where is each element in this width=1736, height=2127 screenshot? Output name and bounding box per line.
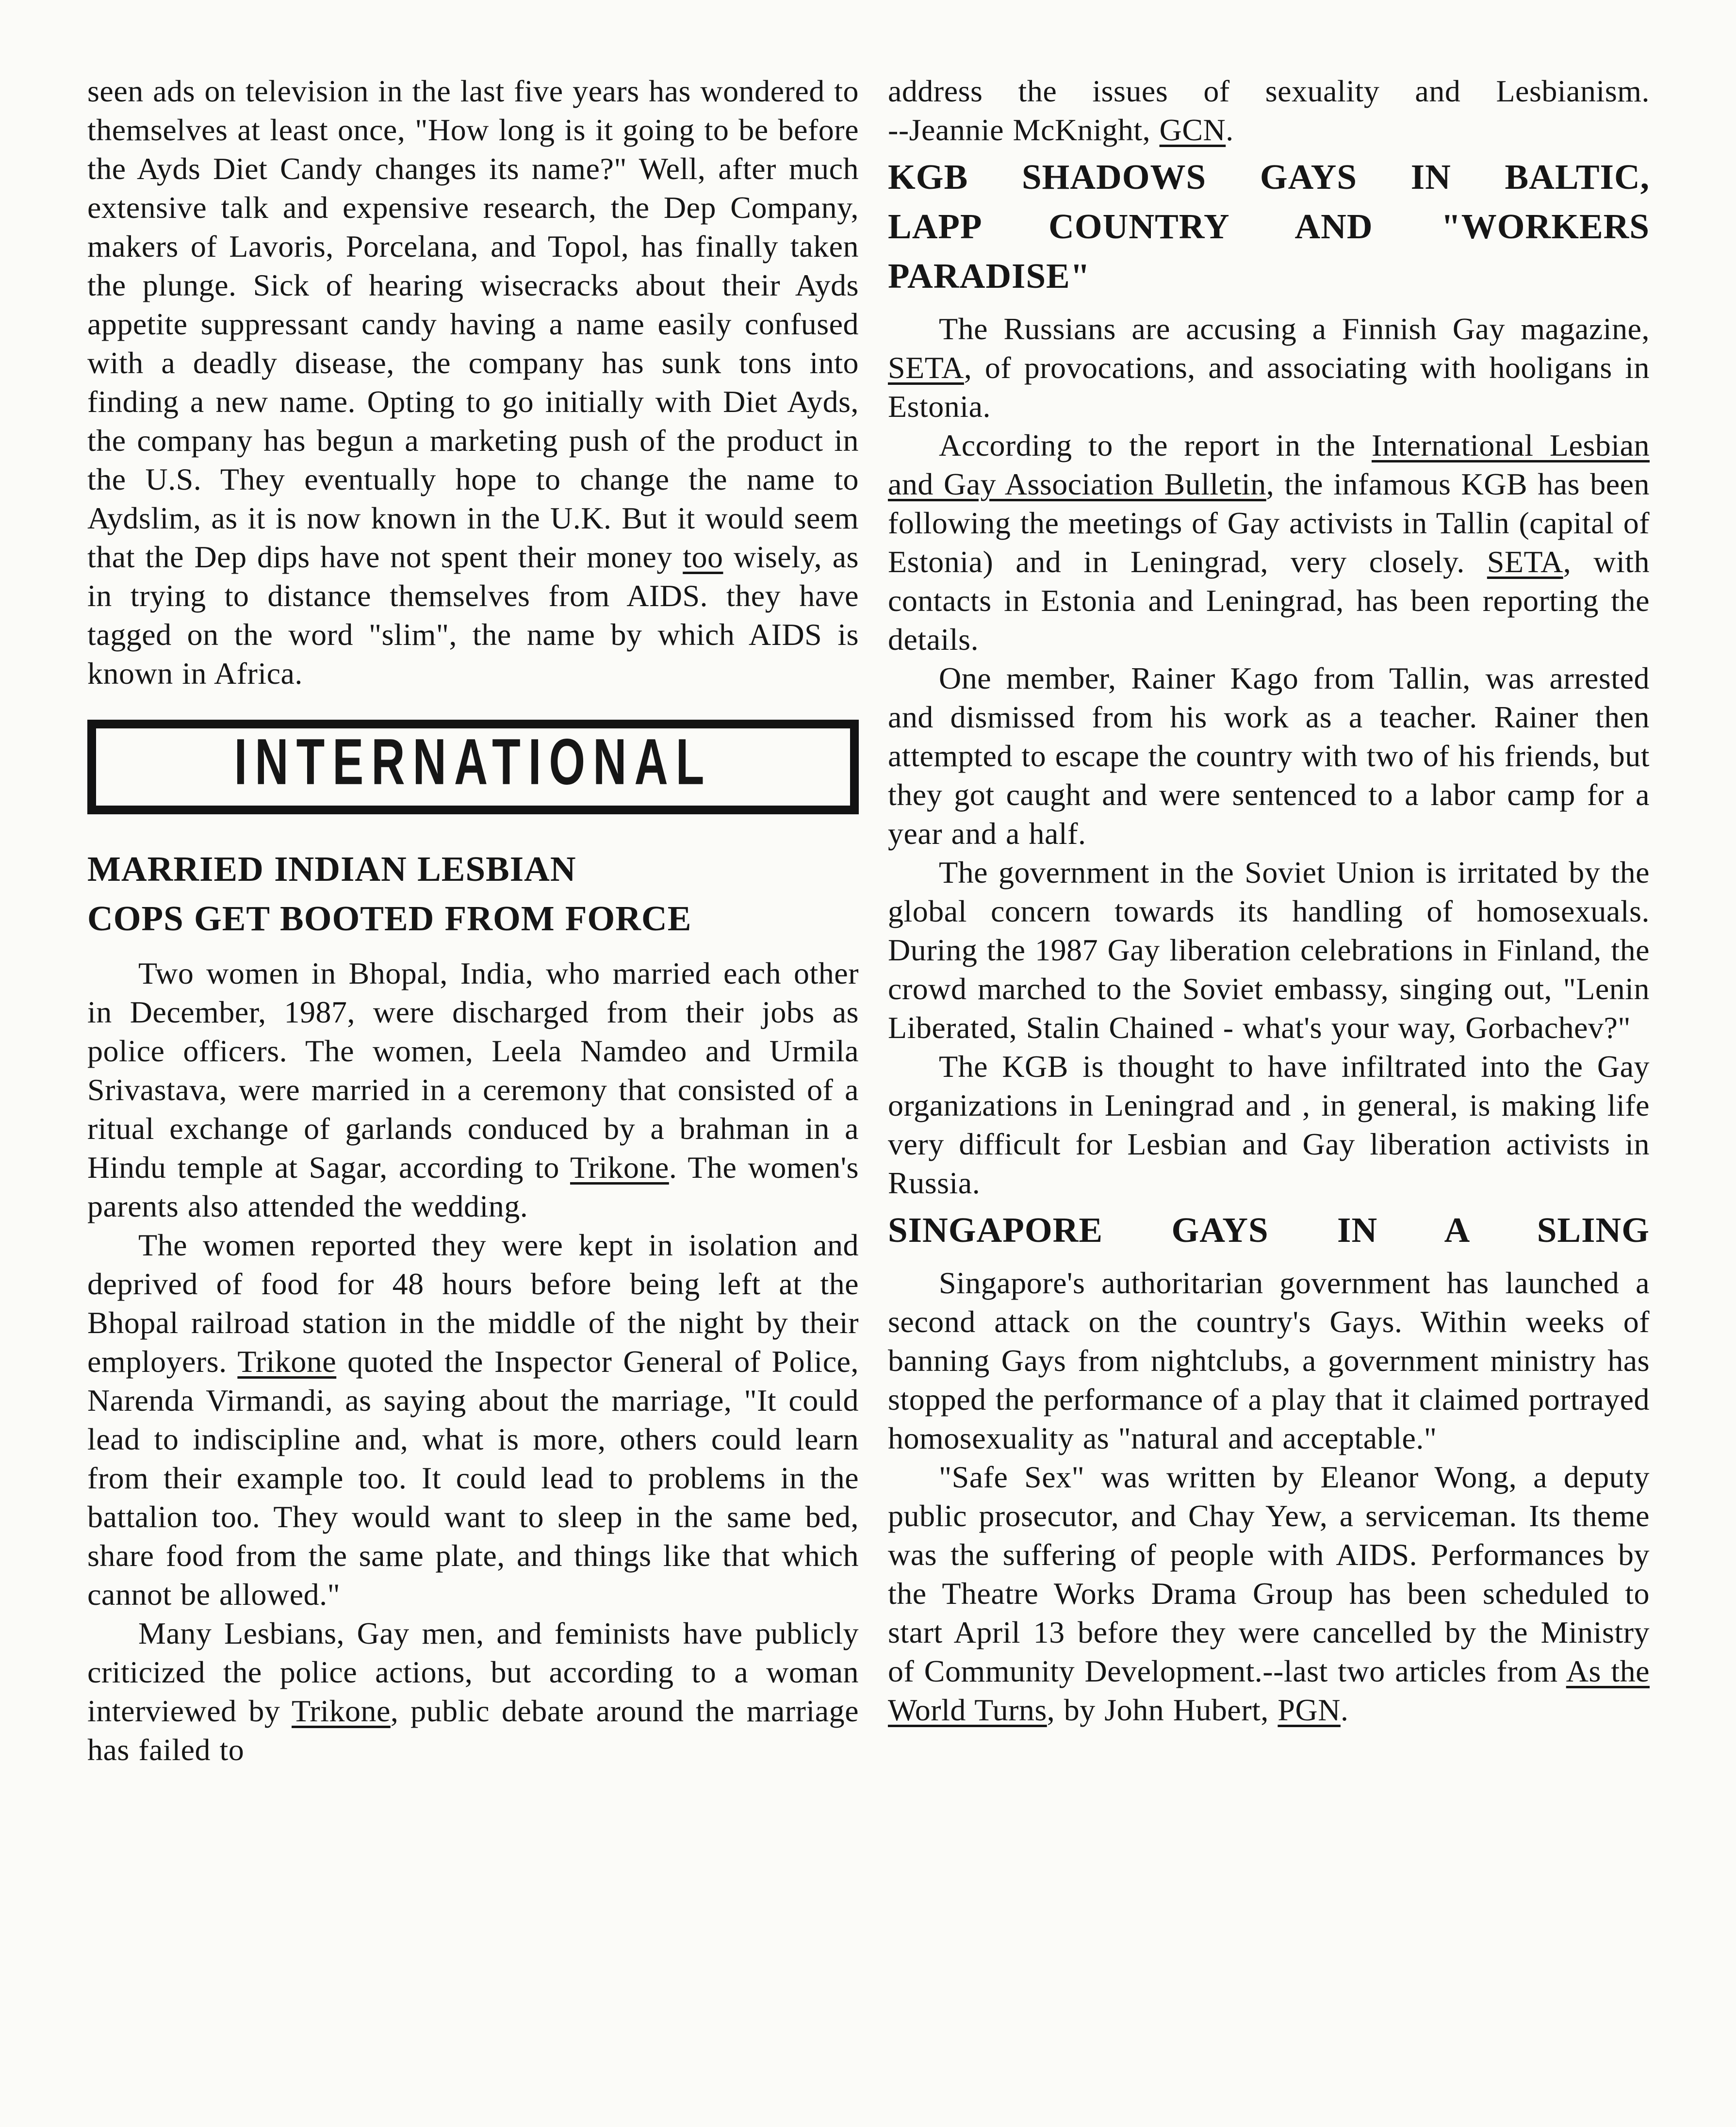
text-run: "Safe Sex" was written by Eleanor Wong, a deputy public prosecutor, and Chay Yew, a serviceman. Its theme was the suffering of people with AIDS. Performances by the Theatre Works Drama Group has been scheduled to start April 13 before they were cancelled by the Ministry of Community Development.--last two articles from [888, 1460, 1650, 1688]
underlined-text: SETA [888, 350, 964, 385]
headline-line: KGB SHADOWS GAYS IN BALTIC, [888, 157, 1650, 197]
text-run: The Russians are accusing a Finnish Gay magazine, [939, 312, 1650, 346]
international-banner-label: INTERNATIONAL [234, 725, 712, 799]
left-column [87, 72, 859, 1769]
text-run: quoted the Inspector General of Police, Narenda Virmandi, as saying about the marriage, "It could lead to indiscipline and, what is more, others could learn from their example too. It could lead to problems in the battalion too. They would want to sleep in the same bed, share food from the same plate, and things like that which cannot be allowed." [87, 1344, 859, 1612]
text-run: , of provocations, and associating with hooligans in Estonia. [888, 350, 1650, 424]
underlined-text: Trikone [292, 1694, 391, 1728]
text-run: According to the report in the [939, 428, 1372, 462]
paragraph-public-criticism [87, 1614, 859, 1769]
underlined-text: SETA [1487, 544, 1563, 579]
international-section-banner [87, 720, 859, 814]
underlined-text: Trikone [237, 1344, 337, 1379]
underlined-text: Trikone [570, 1150, 669, 1185]
paragraph-ayds-continuation [87, 72, 859, 693]
text-run: . [1226, 113, 1234, 147]
byline-jeannie-mcknight [888, 111, 1650, 149]
right-column [888, 72, 1650, 1730]
headline-kgb-shadows-gays [888, 152, 1650, 301]
text-run: . The women's parents also attended the wedding. [87, 1150, 859, 1223]
text-run: The women reported they were kept in isolation and deprived of food for 48 hours before being left at the Bhopal railroad station in the middle of the night by their employers. [87, 1228, 859, 1379]
text-run: , the infamous KGB has been following the meetings of Gay activists in Tallin (capital of Estonia) and in Leningrad, very closely. [888, 467, 1650, 579]
text-run: The KGB is thought to have infiltrated into the Gay organizations in Leningrad and , in general, is making life very difficult for Lesbian and Gay liberation activists in Russia. [888, 1049, 1650, 1200]
paragraph-bhopal-wedding [87, 954, 859, 1226]
underlined-text: too [683, 540, 723, 574]
text-run: Two women in Bhopal, India, who married each other in December, 1987, were discharged from their jobs as police officers. The women, Leela Namdeo and Urmila Srivastava, were married in a ceremony that consisted of a ritual exchange of garlands conduced by a brahman in a Hindu temple at Sagar, according to [87, 956, 859, 1185]
underlined-text: International Lesbian and Gay Association Bulletin [888, 428, 1650, 501]
paragraph-safe-sex-play [888, 1458, 1650, 1730]
text-run: Singapore's authoritarian government has launched a second attack on the country's Gays. Within weeks of banning Gays from nightclubs, a government ministry has stopped the performance of a play that it claimed portrayed homosexuality as "natural and acceptable." [888, 1266, 1650, 1455]
paragraph-isolation-inspector [87, 1226, 859, 1614]
underlined-text: As the World Turns [888, 1654, 1650, 1727]
headline-singapore-gays-sling [888, 1205, 1650, 1255]
text-run: The government in the Soviet Union is irritated by the global concern towards its handling of homosexuals. During the 1987 Gay liberation celebrations in Finland, the crowd marched to the Soviet embassy, singing out, "Lenin Liberated, Stalin Chained - what's your way, Gorbachev?" [888, 855, 1650, 1045]
paragraph-ilga-bulletin-report [888, 426, 1650, 659]
headline-line: MARRIED INDIAN LESBIAN [87, 849, 576, 889]
text-run: , by John Hubert, [1047, 1693, 1278, 1727]
text-run: address the issues of sexuality and Lesbianism. [888, 74, 1650, 108]
headline-line: COPS GET BOOTED FROM FORCE [87, 899, 692, 938]
text-run: --Jeannie McKnight, [888, 113, 1160, 147]
headline-line: LAPP COUNTRY AND "WORKERS [888, 207, 1650, 246]
text-run: Many Lesbians, Gay men, and feminists have publicly criticized the police actions, but according to a woman interviewed by [87, 1616, 859, 1728]
paragraph-soviet-government-irritated [888, 853, 1650, 1047]
headline-married-indian-lesbian-cops [87, 844, 859, 943]
paragraph-lesbianism-continuation [888, 72, 1650, 111]
text-run: One member, Rainer Kago from Tallin, was arrested and dismissed from his work as a teacher. Rainer then attempted to escape the country with two of his friends, but they got caught and were sentenced to a labor camp for a year and a half. [888, 661, 1650, 851]
underlined-text: PGN [1277, 1693, 1341, 1727]
text-run: . [1340, 1693, 1349, 1727]
underlined-text: GCN [1159, 113, 1226, 147]
text-run: , public debate around the marriage has failed to [87, 1694, 859, 1767]
paragraph-russians-accusing-seta [888, 310, 1650, 426]
paragraph-singapore-second-attack [888, 1264, 1650, 1458]
text-run: wisely, as in trying to distance themselves from AIDS. they have tagged on the word "slim", the name by which AIDS is known in Africa. [87, 540, 859, 691]
headline-line: SINGAPORE GAYS IN A SLING [888, 1210, 1650, 1250]
paragraph-rainer-kago [888, 659, 1650, 853]
text-run: seen ads on television in the last five years has wondered to themselves at least once, "How long is it going to be before the Ayds Diet Candy changes its name?" Well, after much extensive talk and expensive research, the Dep Company, makers of Lavoris, Porcelana, and Topol, has finally taken the plunge. Sick of hearing wisecracks about their Ayds appetite suppressant candy having a name easily confused with a deadly disease, the company has sunk tons into finding a new name. Opting to go initially with Diet Ayds, the company has begun a marketing push of the product in the U.S. They eventually hope to change the name to Aydslim, as it is now known in the U.K. But it would seem that the Dep dips have not spent their money [87, 74, 859, 574]
text-run: , with contacts in Estonia and Leningrad, has been reporting the details. [888, 544, 1650, 657]
headline-line: PARADISE" [888, 256, 1091, 296]
paragraph-kgb-infiltrated [888, 1047, 1650, 1203]
